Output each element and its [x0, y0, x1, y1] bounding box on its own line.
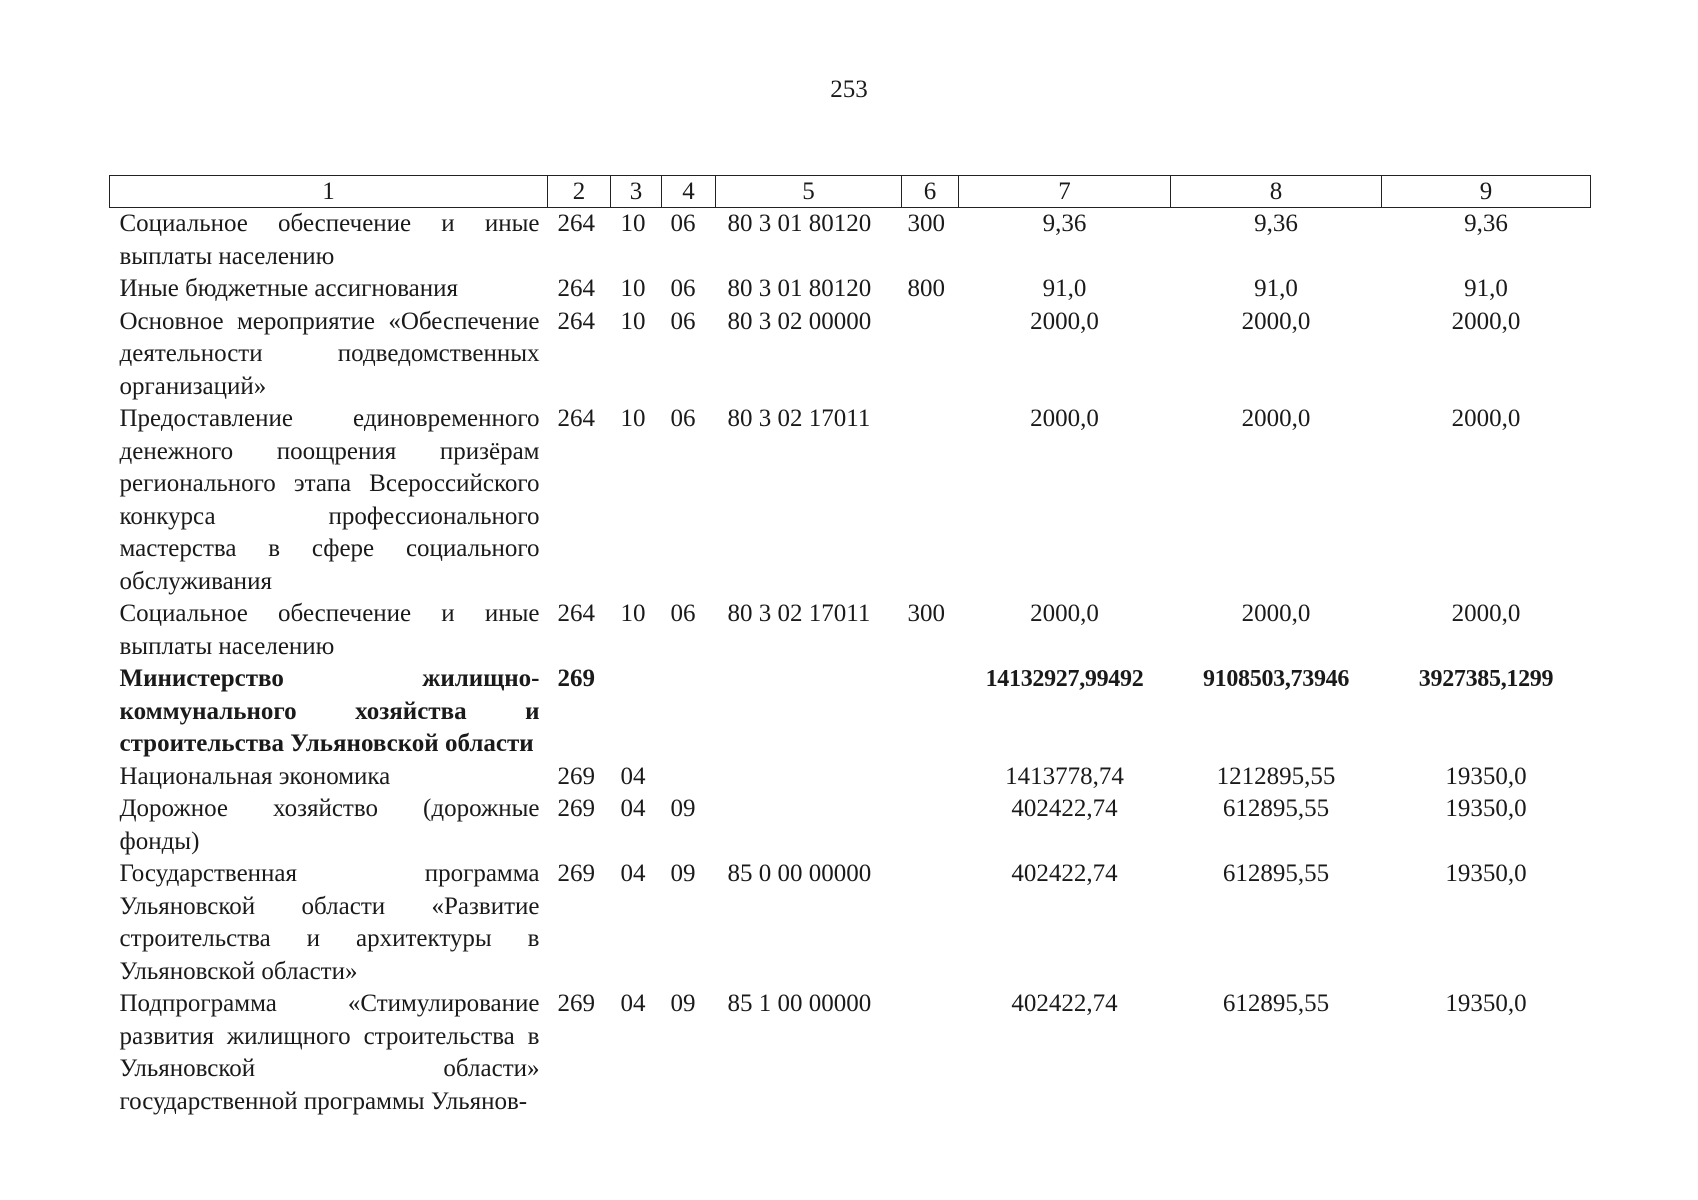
cell-col-4: 09: [670, 990, 696, 1017]
row-name: Дорожное хозяйство (дорожные фонды): [119, 795, 540, 855]
cell-col-4: [662, 761, 716, 794]
cell-col-6: [902, 663, 959, 761]
cell-col-4: 06: [670, 405, 696, 432]
cell-col-6: 800: [907, 275, 945, 302]
table-row: [110, 988, 1591, 1118]
cell-col-4: 06: [670, 210, 696, 237]
table-row: [110, 208, 1591, 274]
cell-col-3: 10: [620, 600, 646, 627]
row-name: Предоставление единовременного денежного поощрения призёрам регионального этапа Всероссийского конкурса профессионального мастерства в сфере социального обслуживания: [119, 405, 540, 595]
table-row: [110, 858, 1591, 988]
cell-col-8: 2000,0: [1241, 307, 1311, 335]
row-name: Социальное обеспечение и иные выплаты населению: [119, 600, 540, 660]
cell-col-4: 06: [670, 307, 696, 335]
cell-col-7: 2000,0: [1030, 307, 1099, 335]
header-col-2: 2: [548, 176, 611, 208]
cell-col-5: 80 3 01 80120: [727, 275, 872, 302]
cell-col-4: 06: [670, 600, 696, 627]
table-row: [110, 761, 1591, 794]
cell-col-9: 9,36: [1464, 210, 1508, 237]
cell-col-9: 19350,0: [1445, 990, 1527, 1017]
cell-col-6: [902, 793, 959, 858]
table-row-ministry: [110, 663, 1591, 761]
header-col-8: 8: [1171, 176, 1382, 208]
cell-col-9: 19350,0: [1445, 795, 1527, 822]
cell-col-5: 85 0 00 00000: [727, 860, 872, 887]
header-col-4: 4: [662, 176, 716, 208]
cell-col-9: 19350,0: [1445, 762, 1527, 790]
cell-col-3: 10: [620, 275, 646, 302]
cell-col-8: 9108503,73946: [1202, 666, 1350, 692]
cell-col-7: 9,36: [1042, 210, 1087, 237]
cell-col-8: 612895,55: [1222, 990, 1330, 1017]
header-col-7: 7: [959, 176, 1171, 208]
budget-table: [109, 175, 1591, 1118]
cell-col-7: 91,0: [1042, 275, 1087, 302]
cell-col-6: 300: [907, 600, 945, 627]
row-name: Министерство жилищно-коммунального хозяйства и строительства Ульяновской области: [119, 665, 540, 757]
row-name: Государственная программа Ульяновской области «Развитие строительства и архитектуры в Ульяновской области»: [119, 860, 540, 985]
row-name: Основное мероприятие «Обеспечение деятельности подведомственных организаций»: [119, 307, 540, 400]
row-name: Подпрограмма «Стимулирование развития жилищного строительства в Ульяновской области» государственной программы Ульянов-: [119, 990, 540, 1115]
cell-col-8: 9,36: [1254, 210, 1298, 237]
header-col-6: 6: [902, 176, 959, 208]
cell-col-5: [716, 761, 902, 794]
cell-col-7: 2000,0: [1030, 405, 1099, 432]
cell-col-5: 80 3 02 00000: [727, 307, 872, 335]
page-number: 253: [830, 76, 868, 103]
cell-col-9: 2000,0: [1451, 600, 1521, 627]
cell-col-2: 264: [557, 307, 595, 335]
cell-col-7: 402422,74: [1011, 990, 1118, 1017]
cell-col-6: [902, 306, 959, 404]
cell-col-3: 04: [620, 795, 646, 822]
header-row: [110, 176, 1591, 208]
cell-col-9: 3927385,1299: [1418, 666, 1554, 692]
cell-col-5: 85 1 00 00000: [727, 990, 872, 1017]
cell-col-5: 80 3 02 17011: [727, 600, 871, 627]
cell-col-3: 04: [620, 990, 646, 1017]
header-col-5: 5: [716, 176, 902, 208]
table-row: [110, 598, 1591, 663]
cell-col-3: 10: [620, 210, 646, 237]
cell-col-2: 269: [557, 795, 595, 822]
table-row: [110, 306, 1591, 404]
cell-col-4: [662, 663, 716, 761]
cell-col-5: [716, 793, 902, 858]
row-name: Иные бюджетные ассигнования: [119, 275, 459, 302]
cell-col-6: 300: [907, 210, 945, 237]
cell-col-5: 80 3 01 80120: [727, 210, 872, 237]
cell-col-7: 402422,74: [1011, 860, 1118, 887]
cell-col-6: [902, 761, 959, 794]
header-col-1: 1: [110, 176, 548, 208]
cell-col-2: 269: [557, 762, 595, 790]
cell-col-7: 14132927,99492: [985, 666, 1144, 692]
cell-col-2: 264: [557, 405, 595, 432]
header-col-3: 3: [611, 176, 662, 208]
cell-col-2: 264: [557, 210, 595, 237]
cell-col-3: 10: [620, 405, 646, 432]
row-name: Социальное обеспечение и иные выплаты населению: [119, 210, 540, 270]
cell-col-8: 91,0: [1254, 275, 1298, 302]
cell-col-2: 269: [557, 860, 595, 887]
cell-col-2: 269: [557, 665, 595, 692]
cell-col-5: 80 3 02 17011: [727, 405, 871, 432]
cell-col-6: [902, 403, 959, 598]
table-row: [110, 273, 1591, 306]
cell-col-4: 09: [670, 795, 696, 822]
cell-col-9: 19350,0: [1445, 860, 1527, 887]
cell-col-7: 2000,0: [1030, 600, 1099, 627]
cell-col-3: 04: [620, 860, 646, 887]
cell-col-7: 402422,74: [1011, 795, 1118, 822]
table-row: [110, 403, 1591, 598]
table-row: [110, 793, 1591, 858]
cell-col-4: 06: [670, 275, 696, 302]
cell-col-2: 264: [557, 600, 595, 627]
cell-col-2: 269: [557, 990, 595, 1017]
cell-col-3: 10: [620, 307, 646, 335]
cell-col-6: [902, 858, 959, 988]
cell-col-3: 04: [620, 762, 646, 790]
cell-col-3: [611, 663, 662, 761]
cell-col-4: 09: [670, 860, 696, 887]
cell-col-5: [716, 663, 902, 761]
cell-col-9: 2000,0: [1451, 307, 1521, 335]
cell-col-9: 2000,0: [1451, 405, 1521, 432]
cell-col-8: 2000,0: [1241, 405, 1311, 432]
cell-col-9: 91,0: [1464, 275, 1508, 302]
row-name: Национальная экономика: [119, 762, 391, 790]
cell-col-2: 264: [557, 275, 595, 302]
cell-col-8: 2000,0: [1241, 600, 1311, 627]
cell-col-8: 612895,55: [1222, 795, 1330, 822]
cell-col-6: [902, 988, 959, 1118]
budget-table-container: [109, 175, 1590, 1118]
header-col-9: 9: [1382, 176, 1591, 208]
cell-col-7: 1413778,74: [1005, 762, 1124, 790]
cell-col-8: 612895,55: [1222, 860, 1330, 887]
cell-col-8: 1212895,55: [1216, 762, 1336, 790]
